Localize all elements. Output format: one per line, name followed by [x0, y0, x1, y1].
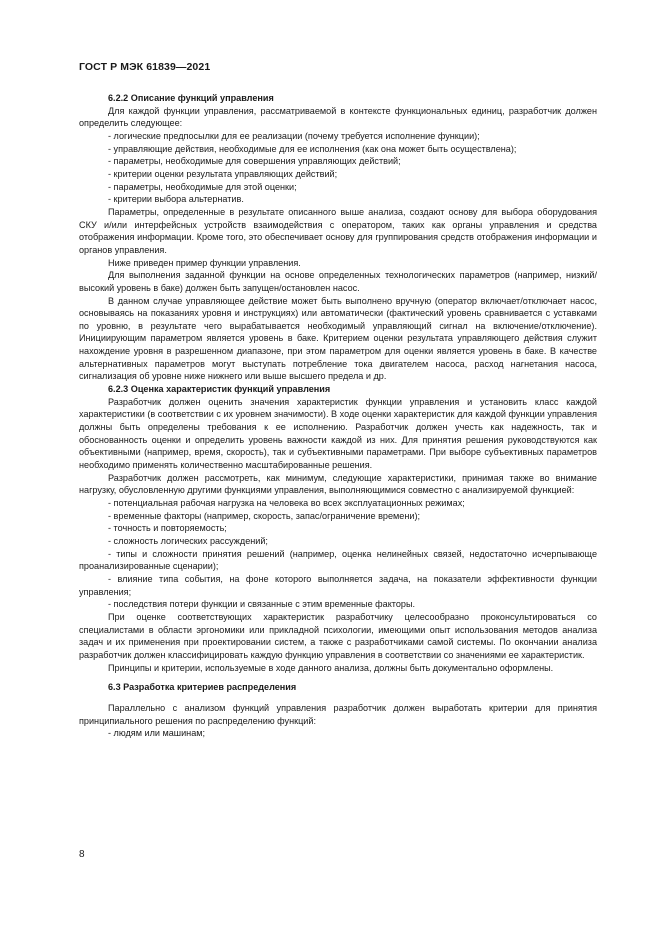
document-body [79, 92, 597, 740]
paragraph: Для каждой функции управления, рассматриваемой в контексте функциональных единиц, разработчик должен определить следующее: [79, 105, 597, 129]
paragraph: Принципы и критерии, используемые в ходе данного анализа, должны быть документально оформлены. [108, 662, 554, 673]
paragraph: Разработчик должен рассмотреть, как минимум, следующие характеристики, принимая также во внимание нагрузку, обусловленную другими функциями управления, выполняющимися совместно с анализируемой функцией: [79, 472, 597, 496]
page-number: 8 [79, 849, 85, 860]
paragraph: - последствия потери функции и связанные с этим временные факторы. [108, 599, 416, 610]
paragraph: - параметры, необходимые для совершения управляющих действий; [108, 156, 401, 167]
section-heading: 6.2.2 Описание функций управления [108, 93, 274, 103]
paragraph: - критерии выбора альтернатив. [108, 194, 244, 205]
paragraph: В данном случае управляющее действие может быть выполнено вручную (оператор включает/отключает насос, основываясь на показаниях уровня и инструкциях) или автоматически (фактический уровень сравнивается с уставками по уровню, в результате чего вырабатывается необходимый управляющий сигнал на включение/отключение). Инициирующим параметром является уровень в баке. Критерием оценки результата управляющего действия служит нахождение уровня в разрешенном диапазоне, при этом параметром для оценки является уровень в баке. В качестве альтернативных параметров могут выступать потребление тока двигателем насоса, расход нагнетания насоса, сигнализация об уровне ниже нижнего или выше высшего предела и др. [79, 295, 597, 382]
paragraph: - точность и повторяемость; [108, 523, 227, 534]
paragraph: - людям или машинам; [108, 728, 206, 739]
paragraph: - влияние типа события, на фоне которого выполняется задача, на показатели эффективности функции управления; [79, 573, 597, 597]
paragraph: Параллельно с анализом функций управления разработчик должен выработать критерии для принятия принципиального решения по распределению функций: [79, 702, 597, 726]
paragraph: Для выполнения заданной функции на основе определенных технологических параметров (например, низкий/высокий уровень в баке) должен быть запущен/остановлен насос. [79, 270, 597, 293]
paragraph: Ниже приведен пример функции управления. [108, 257, 301, 268]
paragraph: Параметры, определенные в результате описанного выше анализа, создают основу для выбора оборудования СКУ и/или интерфейсных устройств взаимодействия с оператором, таких как органы управления и средства отображения информации. Кроме того, это обеспечивает основу для группирования средств отображения информации и органов управления. [79, 206, 597, 255]
paragraph: - временные факторы (например, скорость, запас/ограничение времени); [108, 510, 420, 521]
section-heading: 6.2.3 Оценка характеристик функций управления [108, 384, 331, 395]
paragraph: - критерии оценки результата управляющих действий; [108, 168, 338, 179]
paragraph: - типы и сложности принятия решений (например, оценка нелинейных связей, недостаточно исчерпывающе проанализированные сценарии); [79, 548, 597, 572]
spacer [79, 694, 597, 702]
section-heading: 6.3 Разработка критериев распределения [108, 682, 297, 693]
paragraph: - логические предпосылки для ее реализации (почему требуется исполнение функции); [108, 130, 480, 141]
paragraph: При оценке соответствующих характеристик разработчику целесообразно проконсультироваться со специалистами в области эргономики или прикладной психологии, имеющими опыт использования методов анализа задач и их применения при проектировании систем, а также с разработчиками самой системы. По окончании анализа разработчик должен классифицировать каждую функцию управления в соответствии со значениями ее характеристик. [79, 611, 597, 660]
paragraph: - управляющие действия, необходимые для ее исполнения (как она может быть осуществлена); [108, 143, 517, 154]
paragraph: - сложность логических рассуждений; [108, 535, 268, 546]
paragraph: - потенциальная рабочая нагрузка на человека во всех эксплуатационных режимах; [108, 498, 465, 508]
paragraph: - параметры, необходимые для этой оценки; [108, 181, 297, 192]
document-header: ГОСТ Р МЭК 61839—2021 [79, 61, 211, 73]
paragraph: Разработчик должен оценить значения характеристик функции управления и установить класс каждой характеристики (в соответствии с их уровнем значимости). В ходе оценки характеристик для каждой функции управления должны быть определены требования к ее исполнению. Разработчик должен учесть как надежность, так и обоснованность оценки и определить уровень важности каждой из них. Для принятия решения руководствуются как объективными (например, время, скорость), так и субъективными параметрами. При выборе субъективных параметров необходимо применять количественно масштабированные решения. [79, 396, 597, 471]
